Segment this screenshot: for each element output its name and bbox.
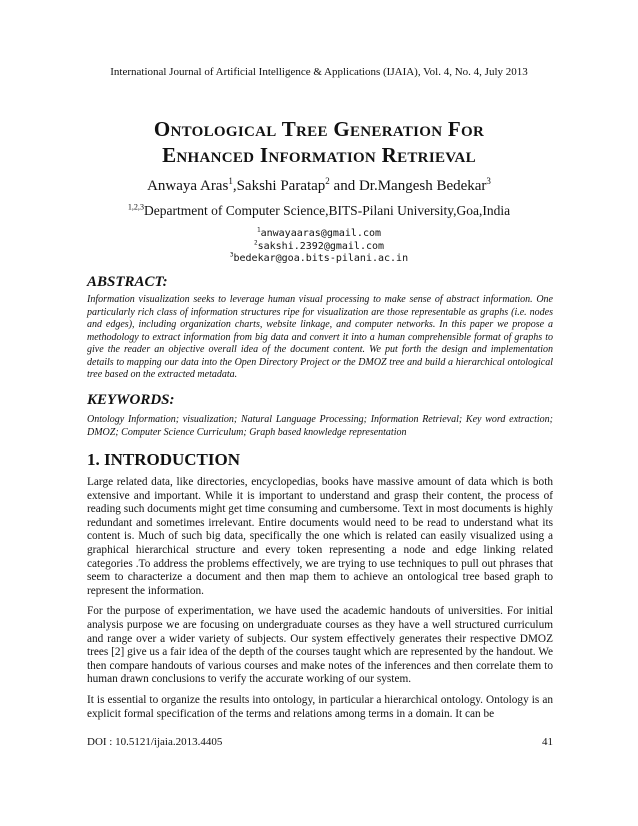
email-link[interactable]: anwayaaras@gmail.com — [260, 228, 382, 239]
abstract-text: Information visualization seeks to leverage human visual processing to make sense of abstract information. One particularly rich class of information structures ripe for visualization are those representable as graphs (i.e. nodes and edges), including organization charts, website linkage, and computer networks. In this paper we propose a methodology to extract information from big data and convert it into a human comprehensible format of graphs to give the reader an objective overall idea of the document content. We put forth the design and implementation details to mapping our data into the Open Directory Project or the DMOZ tree and build a hierarchical ontological tree based on the extracted metadata. — [87, 294, 553, 380]
keywords-text: Ontology Information; visualization; Natural Language Processing; Information Retrieval; Key word extraction; DMOZ; Computer Science Curriculum; Graph based knowledge representation — [87, 414, 553, 438]
author-2-sup: 2 — [325, 176, 330, 186]
author-list — [0, 178, 638, 195]
intro-paragraph-1: Large related data, like directories, encyclopedias, books have massive amount of data which is both extensive and important. While it is important to understand and grasp their content, the process of reading such documents might get time consuming and cumbersome. Text in most documents is highly redundant and sometimes irrelevant. Entire documents would need to be read to understand what its content is. Much of such big data, specifically the one which is related can easily visualized using a graphical hierarchical structure and every token representing a node and edge linking related categories .To address the problems effectively, we are trying to use techniques to pull out phrases that seem to characterize a document and then map them to achieve an ontological tree based graph to represent the information. — [87, 476, 553, 597]
affiliation-text: Department of Computer Science,BITS-Pilani University,Goa,India — [144, 203, 511, 218]
affiliation — [0, 203, 638, 219]
journal-header: International Journal of Artificial Intelligence & Applications (IJAIA), Vol. 4, No. 4, July 2013 — [110, 66, 528, 78]
author-3: and Dr.Mangesh Bedekar — [329, 178, 487, 194]
author-3-sup: 3 — [486, 176, 491, 186]
doi-text: DOI : 10.5121/ijaia.2013.4405 — [87, 736, 223, 748]
author-1-sup: 1 — [228, 176, 233, 186]
email-item — [0, 241, 638, 254]
email-item — [0, 228, 638, 241]
author-2: ,Sakshi Paratap — [232, 178, 326, 194]
introduction-heading: 1. INTRODUCTION — [87, 450, 241, 469]
page-number: 41 — [542, 736, 553, 748]
title-line-1: Ontological Tree Generation For — [153, 117, 485, 141]
email-link[interactable]: sakshi.2392@gmail.com — [257, 240, 385, 252]
title-line-2: Enhanced Information Retrieval — [162, 143, 476, 167]
introduction-body — [87, 476, 553, 728]
intro-paragraph-2: For the purpose of experimentation, we have used the academic handouts of universities. For initial analysis purpose we are focusing on undergraduate courses as they have a well structured curriculum and range over a wider variety of subjects. Our system effectively generates their respective DMOZ trees [2] give us a fair idea of the depth of the courses taught which are represented by the handout. We then compare handouts of various courses and make notes of the inferences and then correlate them to human drawn conclusions to verify the accurate working of our system. — [87, 605, 553, 686]
author-1: Anwaya Aras — [147, 178, 229, 194]
affiliation-sup: 1,2,3 — [127, 202, 144, 212]
email-sup: 3 — [229, 251, 234, 259]
paper-title — [60, 116, 578, 168]
email-link[interactable]: bedekar@goa.bits-pilani.ac.in — [233, 253, 409, 264]
intro-paragraph-3: It is essential to organize the results into ontology, in particular a hierarchical ontology. Ontology is an explicit formal specification of the terms and relations among terms in a domain. It can be — [87, 693, 553, 720]
email-sup: 1 — [256, 226, 261, 234]
abstract-heading: ABSTRACT: — [87, 274, 168, 290]
email-sup: 2 — [253, 239, 258, 247]
email-list — [0, 228, 638, 266]
email-item — [0, 253, 638, 266]
keywords-heading: KEYWORDS: — [87, 392, 175, 408]
